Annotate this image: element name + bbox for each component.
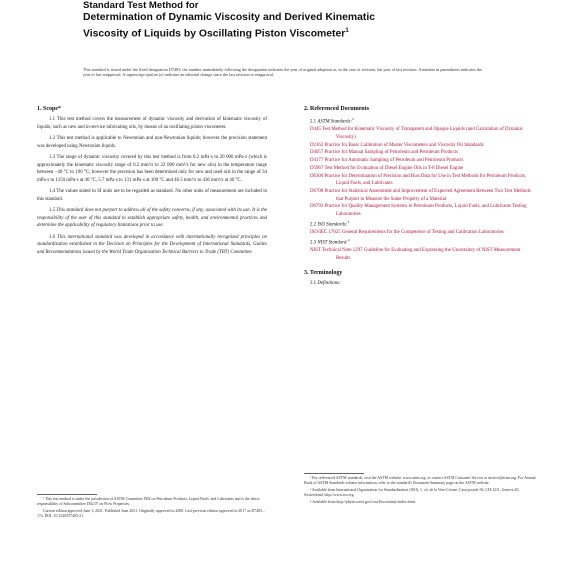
ref-title-link[interactable]: Test Method for Evaluation of Diesel Engine Oils in T-8 Diesel Engine [324,165,464,171]
nist-ref-item[interactable] [304,247,534,262]
ref-code-link[interactable]: D4177 [310,158,324,164]
ref-item[interactable] [304,203,534,218]
definitions-label: Definitions: [317,280,341,286]
referenced-documents-heading: 2. Referenced Documents [304,106,370,112]
ref-title-link[interactable]: Practice for Statistical Assessment and Improvement of Expected Agreement Between Two Test Methods that Purport to Measure the Same Property of a Material [324,188,531,202]
title-line-1: Standard Test Method for [83,0,199,11]
footnote: ³ Available from International Organization for Standardization (ISO), 1, ch. de la Voie-Creuse, Case postale 56, CH-1211, Geneva 20, Switzerland, http://www.iso.org. [304,488,520,498]
iso-sub-label: ISO Standards: [317,222,348,228]
scope-para-1-4: 1.4 The values stated in SI units are to be regarded as standard. No other units of measurement are included in this standard. [37,189,267,202]
ref-title-link[interactable]: Practice for Automatic Sampling of Petroleum and Petroleum Products [324,158,464,164]
ref-code-link[interactable]: D6300 [310,173,324,179]
ref-item[interactable] [304,142,534,150]
astm-sub-mark: 2 [352,117,354,121]
scope-para-1-6: 1.6 This international standard was developed in accordance with internationally recognized principles on standardization established in the Decision on Principles for the Development of International Standards, Guides and Recommendations issued by the World Trade Organization Technical Barriers to Trade (TBT) Committee. [37,234,267,256]
ref-item[interactable] [304,149,534,157]
ref-item[interactable] [304,173,534,188]
nist-ref-code-link[interactable]: NIST Technical Note 1297 [310,248,363,254]
footnote: ² For referenced ASTM standards, visit the ASTM website, www.astm.org, or contact ASTM Customer Service at service@astm.org. For Annual Book of ASTM Standards volume information, refer to the standard's Document Summary page on the ASTM website. [304,476,536,486]
title-line-3-text: Viscosity of Liquids by Oscillating Piston Viscometer [83,28,346,40]
iso-ref-title-link[interactable]: General Requirements for the Competence of Testing and Calibration Laboratories [341,230,504,236]
title-footnote-mark: 1 [345,27,349,34]
terminology-heading: 3. Terminology [304,269,343,276]
left-column [37,105,267,260]
title-line-2: Determination of Dynamic Viscosity and Derived Kinematic [83,12,375,24]
footnotes-right [304,476,536,507]
ref-item[interactable] [304,188,534,203]
ref-item[interactable] [304,157,534,165]
iso-standards-subheading [310,219,534,229]
ref-code-link[interactable]: D6792 [310,204,324,210]
ref-title-link[interactable]: Test Method for Kinematic Viscosity of Transparent and Opaque Liquids (and Calculation of Dynamic Viscosity) [322,127,523,141]
astm-sub-label: ASTM Standards: [317,119,353,125]
scope-para-1-5: 1.5 This standard does not purport to address all of the safety concerns, if any, associated with its use. It is the responsibility of the user of this standard to establish appropriate safety, health, and environmental practices and determine the applicability of regulatory limitations prior to use. [37,208,267,229]
iso-sub-mark: 3 [347,219,350,224]
nist-standard-subheading [310,237,534,247]
footnote: ⁴ Available from http://physics.nist.gov/cuu/Uncertainty/index.html. [310,500,416,505]
ref-item[interactable] [304,126,534,141]
ref-title-link[interactable]: Practice for Manual Sampling of Petroleum and Petroleum Products [324,150,458,156]
title-line-3 [83,25,523,41]
footnote-rule-right [304,473,364,474]
scope-para-1-1: 1.1 This test method covers the measurement of dynamic viscosity and derivation of kinematic viscosity of liquids, such as new and in-service lubricating oils, by means of an oscillating piston viscometer. [37,117,267,130]
ref-code-link[interactable]: D5967 [310,165,324,171]
scope-heading: 1. Scope* [37,106,61,112]
ref-title-link[interactable]: Practice for Determination of Precision and Bias Data for Use in Test Methods for Petroleum Products, Liquid Fuels, and Lubricants [324,173,527,187]
ref-code-link[interactable]: D6708 [310,188,324,194]
ref-item[interactable] [304,165,534,173]
nist-sub-label: NIST Standard: [317,240,348,246]
ref-code-link[interactable]: D445 [310,127,321,133]
ref-title-link[interactable]: Practice for Basic Calibration of Master Viscometers and Viscosity Oil Standards [324,142,484,148]
iso-ref-code-link[interactable]: ISO/IEC 17025 [310,230,341,236]
astm-standards-subheading [310,116,534,126]
ref-code-link[interactable]: D2162 [310,142,324,148]
title-block [83,0,523,41]
footnote: Current edition approved June 1, 2021. Published June 2021. Originally approved in 2008. Last previous edition approved in 2017 as D7483 – 17a. DOI: 10.1520/D7483-21. [37,509,265,519]
right-column [304,105,534,287]
footnotes-left [37,497,269,521]
nist-ref-title-link[interactable]: Guideline for Evaluating and Expressing the Uncertainty of NIST Measurement Results [336,248,521,261]
astm-sub-number: 2.1 [310,119,318,125]
scope-para-1-3: 1.3 The range of dynamic viscosity covered by this test method is from 0.2 mPa·s to 20 000 mPa·s (which is approximately the kinematic viscosity range of 0.2 mm²/s to 22 000 mm²/s for new oils) in the temperature range between −40 °C to 190 °C; however the precision has been determined only for new and used oils in the range of 34 mPa·s to 1150 mPa·s at 40 °C, 5.7 mPa·s to 131 mPa·s at 100 °C and 46.5 mm²/s to 436 mm²/s at 40 °C. [37,154,267,183]
definitions-subheading [310,280,534,288]
nist-sub-number: 2.3 [310,240,318,246]
scope-para-1-2: 1.2 This test method is applicable to Newtonian and non-Newtonian liquids; however the precision statement was developed using Newtonian liquids. [37,135,267,149]
ref-title-link[interactable]: Practice for Quality Management Systems in Petroleum Products, Liquid Fuels, and Lubricants Testing Laboratories [324,204,527,218]
iso-sub-number: 2.2 [310,222,318,228]
designation-note: This standard is issued under the fixed designation D7483; the number immediately following the designation indicates the year of original adoption or, in the case of revision, the year of last revision. A number in parentheses indicates the year of last reapproval. A superscript epsilon (ε) indicates an editorial change since the last revision or reapproval. [83,67,482,78]
nist-sub-mark: 4 [347,237,350,242]
footnote: ¹ This test method is under the jurisdiction of ASTM Committee D02 on Petroleum Products, Liquid Fuels, and Lubricants and is the direct responsibility of Subcommittee D02.07 on Flow Properties. [37,497,260,507]
ref-code-link[interactable]: D4057 [310,150,324,156]
definitions-number: 3.1 [310,280,318,286]
iso-ref-item[interactable] [304,229,534,237]
footnote-rule-left [37,494,97,495]
